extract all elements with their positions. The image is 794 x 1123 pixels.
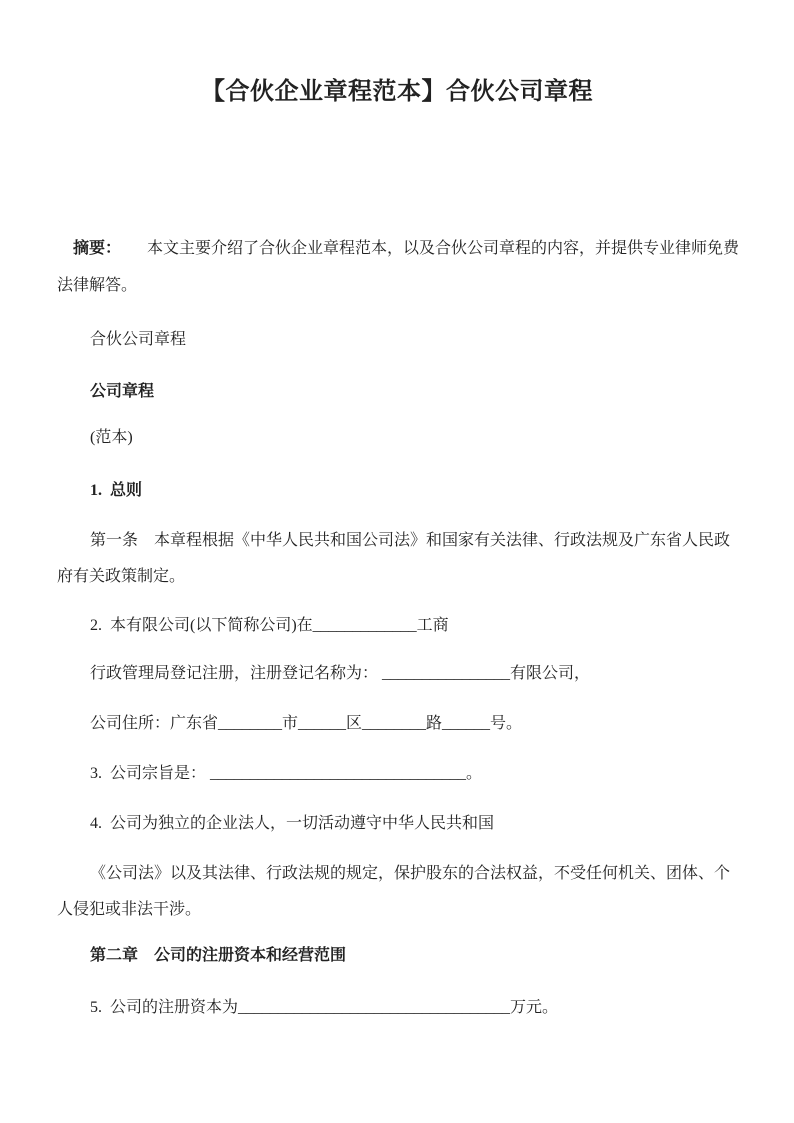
- subtitle-template-note: (范本): [90, 429, 133, 446]
- abstract-text: 本文主要介绍了合伙企业章程范本，以及合伙公司章程的内容，并提供专业律师免费法律解答。: [57, 240, 740, 294]
- heading-chapter-2: 第二章 公司的注册资本和经营范围: [90, 947, 347, 964]
- clause-4-legal-person: 4. 公司为独立的企业法人，一切活动遵守中华人民共和国: [90, 815, 495, 832]
- heading-general-provisions: 1. 总则: [90, 482, 143, 499]
- abstract-label: 摘要：: [73, 240, 122, 257]
- clause-3-purpose: 3. 公司宗旨是： ________________________________。: [90, 765, 483, 782]
- heading-company-articles: 公司章程: [90, 383, 155, 400]
- clause-company-address: 公司住所：广东省________市______区________路______号。: [90, 715, 523, 732]
- abstract-paragraph: [57, 193, 744, 341]
- clause-2-registration-name: 行政管理局登记注册，注册登记名称为： ________________有限公司，: [90, 665, 591, 682]
- clause-article-1: 第一条 本章程根据《中华人民共和国公司法》和国家有关法律、行政法规及广东省人民政府有关政策制定。: [57, 532, 731, 585]
- subtitle-partnership-articles: 合伙公司章程: [90, 331, 187, 348]
- document-title: 【合伙企业章程范本】合伙公司章程: [201, 79, 593, 105]
- clause-5-registered-capital: 5. 公司的注册资本为__________________________________万元。: [90, 999, 559, 1016]
- clause-4-company-law: 《公司法》以及其法律、行政法规的规定，保护股东的合法权益，不受任何机关、团体、个人侵犯或非法干涉。: [57, 865, 731, 918]
- clause-2-registration: 2. 本有限公司(以下简称公司)在_____________工商: [90, 617, 449, 634]
